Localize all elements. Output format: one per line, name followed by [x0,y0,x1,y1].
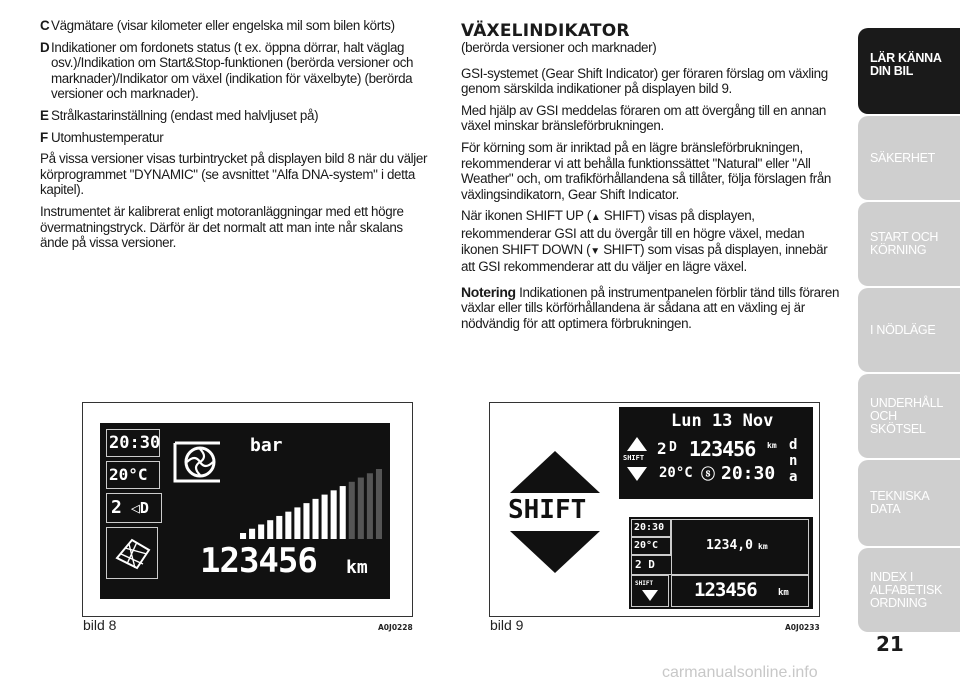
note-text: Indikationen på instrumentpanelen förblir tänd tills föraren växlar eller tills körförhållandena är sådana att en växling ej är nödvändig för att optimera förbrukningen. [461,284,840,331]
top-gear: 2 [657,439,667,458]
tab-index[interactable] [858,548,960,632]
temp-cell [106,461,160,489]
shift-small-up-icon [627,437,647,451]
item-text: Vägmätare (visar kilometer eller engelska mil som bilen körts) [51,18,395,33]
boost-bar [376,469,382,539]
display-bottom [629,517,813,609]
bot-temp-cell [631,537,671,555]
display-top [619,407,813,499]
startstop-icon: ⓢ [701,467,715,483]
shift-label: SHIFT [508,495,587,525]
shift-small-label: SHIFT [623,454,645,462]
tab-i-nodlage[interactable] [858,288,960,372]
bot-odo-unit: km [778,588,789,598]
boost-bar [322,495,328,539]
item-text: Utomhustemperatur [51,129,164,145]
shift-down-arrow-icon [510,531,600,573]
odometer-unit: km [346,557,368,578]
bot-shift-down-icon [642,590,658,601]
paragraph-calibration: Instrumentet är kalibrerat enligt motoranläggningar med ett högre övermatningstryck. Därför är det normalt att man inte når skalans ände på vissa versioner. [40,203,404,251]
display-panel [100,423,390,599]
tab-label: I NÖDLÄGE [870,322,936,337]
bot-gear-cell [631,555,672,575]
top-odo-unit: km [767,441,777,450]
paragraph-economy: För körning som är inriktad på en lägre bränsleförbrukningen, rekommenderar vi att behålla funktionssättet "Natural" eller "All Weather" och, om trafikförhållandena så tillåter, följa förslagen från växlingsindikatorn, Gear Shift Indicator. [461,139,832,202]
triangle-down-icon: ▼ [590,245,600,257]
figure-9-caption: bild 9 [490,617,524,633]
section-heading: VÄXELINDIKATOR [461,21,630,41]
list-item-f [40,130,432,146]
item-key: E [40,107,49,123]
tab-label: LÄR KÄNNA DIN BIL [870,51,942,78]
bot-time: 20:30 [634,522,665,533]
gear-cell [106,493,162,523]
top-temp: 20°C [659,465,693,481]
shift-text-b: SHIFT) visas på displayen, rekommenderar GSI att du övergår till en högre växel, medan ikonen SHIFT DOWN ( [461,208,805,257]
figure-9 [489,402,820,617]
tab-label: UNDERHÅLL OCH SKÖTSEL [870,395,943,436]
boost-bar [303,503,309,539]
shift-up-arrow-icon [510,451,600,493]
boost-bar [367,473,373,539]
note-label: Notering [461,283,516,300]
road-icon-cell [106,527,158,579]
tab-label: START OCH KÖRNING [870,230,939,257]
paragraph-gsi-info: Med hjälp av GSI meddelas föraren om att övergång till en annan växel minskar bränsleförbrukningen. [461,102,827,134]
page-number: 21 [876,632,904,656]
boost-bar [267,520,273,539]
triangle-up-icon: ▲ [590,212,601,224]
figure-8 [82,402,413,617]
item-key: C [40,18,50,33]
boost-bar [313,499,319,539]
figure-8-code: A0J0228 [378,623,413,632]
net-icon [107,528,157,578]
top-time: 20:30 [721,463,776,484]
temp-value: 20°C [109,465,148,484]
tab-lar-kanna-din-bil[interactable] [858,28,960,114]
boost-bar [340,486,346,539]
paragraph-gsi: GSI-systemet (Gear Shift Indicator) ger föraren förslag om växling genom särskilda indikationer på displayen bild 9. [461,65,828,97]
top-headlight-icon: D [669,440,677,455]
boost-bar [258,524,264,539]
trip-unit: km [758,542,768,551]
bot-headlight-icon: D [641,558,655,571]
tab-underhall-och-skotsel[interactable] [858,374,960,458]
dna-d: d [789,437,798,453]
dna-n: n [789,453,798,469]
odo-cell [671,575,809,607]
boost-bar [285,512,291,539]
bot-time-cell [631,519,671,537]
boost-bar [294,507,300,539]
right-column [461,22,841,338]
headlight-icon: ◁D [121,499,149,517]
left-column [40,18,432,257]
dna-a: a [789,469,798,485]
boost-bar [331,490,337,539]
shift-text-c: SHIFT) som visas på displayen, innebär att GSI rekommenderar att du väljer en lägre växel. [461,241,828,275]
time-cell [106,429,160,457]
list-item-d [40,40,432,102]
trip-value: 1234,0 [706,538,753,553]
top-odometer: 123456 [689,437,756,461]
item-text: Strålkastarinställning (endast med halvljuset på) [51,107,319,123]
bot-shift-label: SHIFT [635,580,654,587]
boost-bar [276,516,282,539]
figure-9-code: A0J0233 [785,623,820,632]
date-value: Lun 13 Nov [671,411,774,431]
gear-value: 2 [111,497,122,518]
list-item-c [40,18,432,34]
figure-8-caption: bild 8 [83,617,117,633]
trip-cell [671,519,809,575]
tab-sakerhet[interactable] [858,116,960,200]
bot-odometer: 123456 [694,579,757,601]
list-item-e [40,108,432,124]
time-value: 20:30 [109,433,161,453]
boost-bar [249,529,255,539]
tab-start-och-korning[interactable] [858,202,960,286]
shift-text-a: När ikonen SHIFT UP ( [461,208,591,224]
tab-label: TEKNISKA DATA [870,489,929,516]
boost-bar [358,478,364,539]
item-text: Indikationer om fordonets status (t ex. öppna dörrar, halt väglag osv.)/Indikation om Start&Stop-funktionen (berörda versioner och marknader)/Indikator om växel (indikation för växelbyte) (berörda versioner och marknader). [51,39,414,102]
boost-bar [240,533,246,539]
item-key: F [40,129,48,145]
bot-temp: 20°C [634,540,659,551]
odometer-value: 123456 [200,541,317,581]
boost-unit: bar [250,435,283,456]
section-subheading: (berörda versioner och marknader) [461,40,657,55]
note [461,285,841,332]
tab-label: SÄKERHET [870,150,935,165]
paragraph-turbo: På vissa versioner visas turbintrycket på displayen bild 8 när du väljer körprogrammet "DYNAMIC" (se avsnittet "Alfa DNA-system" i detta kapitel). [40,151,428,198]
paragraph-shift [461,208,841,274]
tab-label: INDEX I ALFABETISK ORDNING [870,569,943,610]
bot-shift-cell [631,575,669,607]
shift-small-down-icon [627,467,647,481]
tab-tekniska-data[interactable] [858,460,960,546]
boost-bar [349,482,355,539]
bot-gear: 2 [635,558,642,571]
item-key: D [40,39,50,55]
boost-bar-graph [170,459,385,539]
watermark: carmanualsonline.info [662,664,818,681]
